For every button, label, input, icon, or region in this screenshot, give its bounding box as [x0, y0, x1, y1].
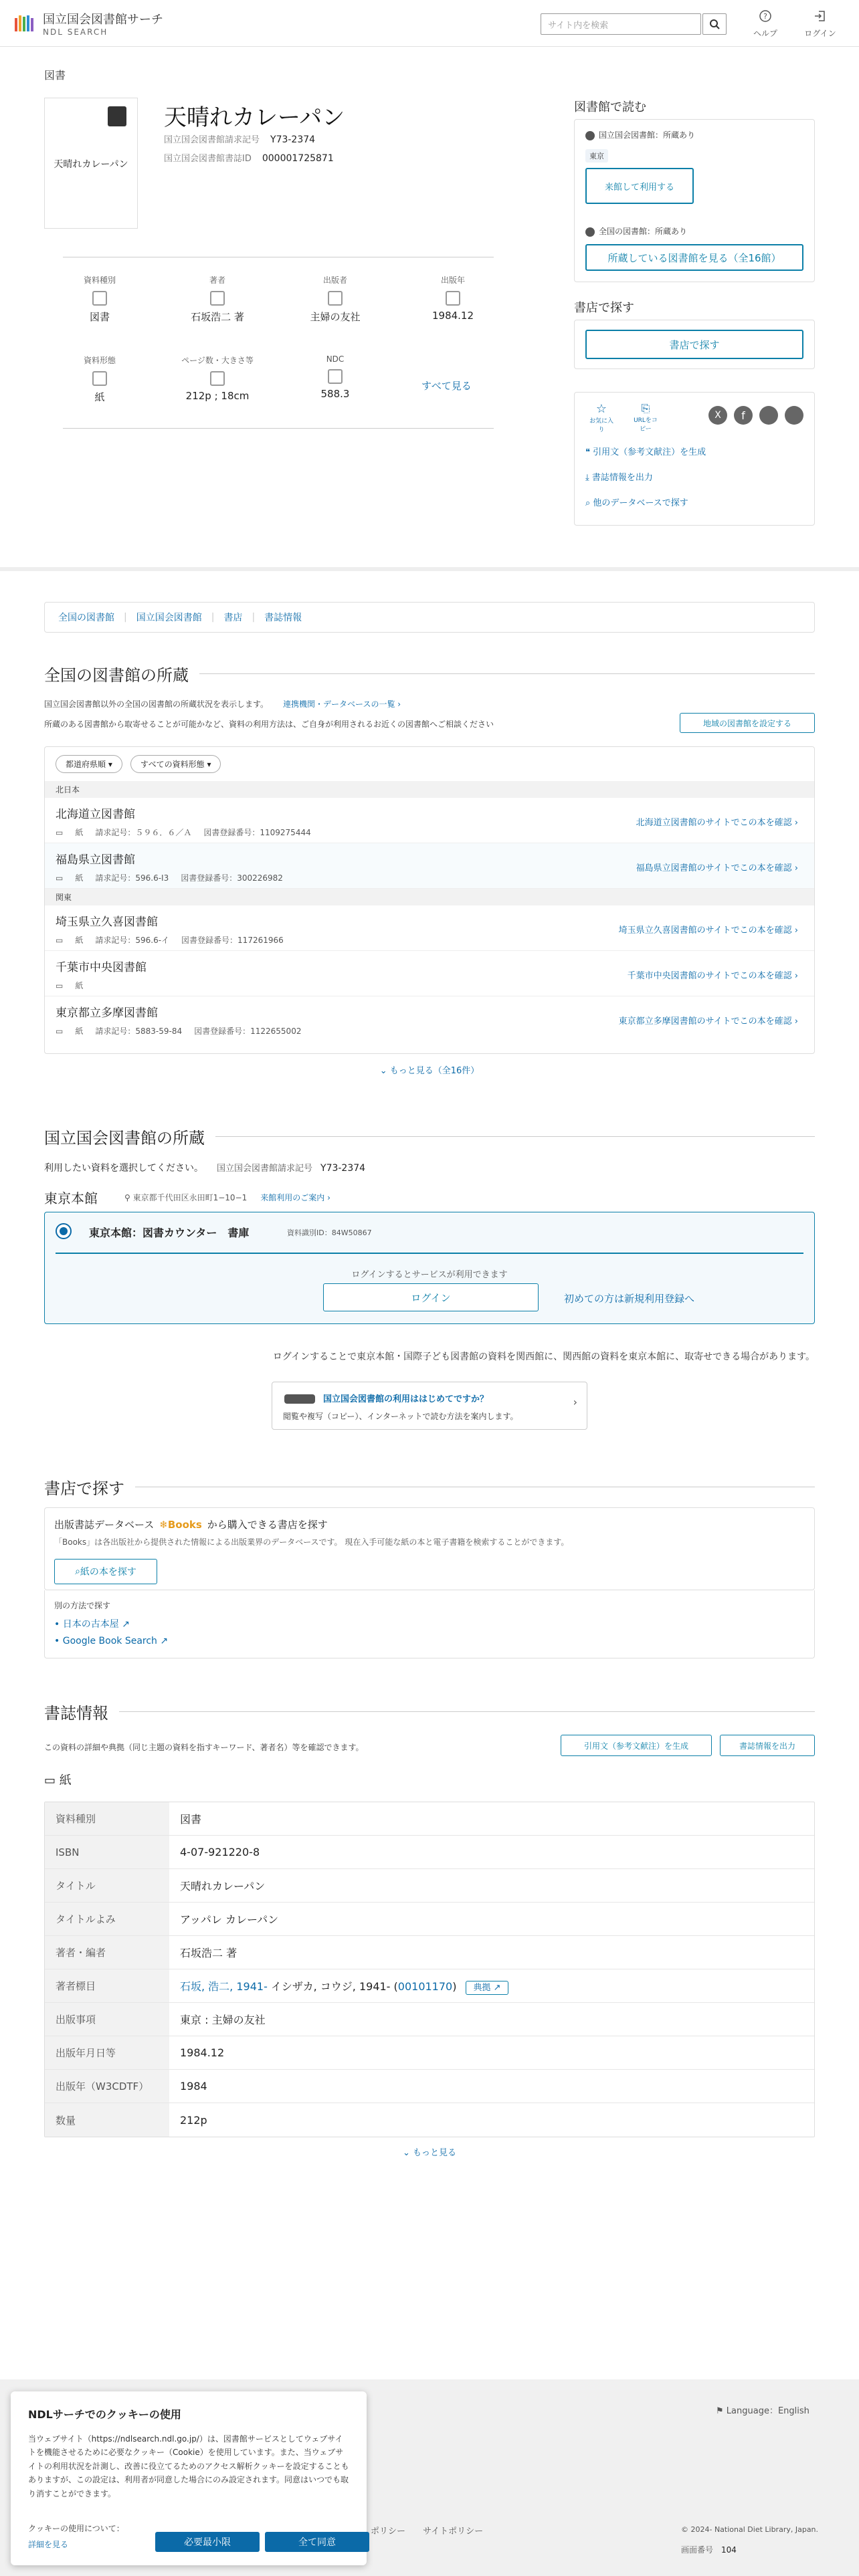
library-form: 紙: [75, 1027, 84, 1036]
library-item: [45, 905, 814, 951]
bookstore-box: [44, 1507, 815, 1590]
line-share-icon[interactable]: [759, 406, 778, 425]
ndl-item-card: [44, 1212, 815, 1324]
row-value: [169, 1978, 508, 1994]
find-bookstore-heading: 書店で探す: [574, 301, 634, 315]
row-value: 4-07-921220-8: [180, 1846, 260, 1858]
table-row: [45, 2103, 814, 2137]
svg-text:?: ?: [763, 12, 767, 21]
library-call: 請求記号：596.6-I3: [95, 873, 169, 883]
item-radio[interactable]: [56, 1223, 72, 1239]
library-reg: 図書登録番号：1109275444: [203, 828, 311, 837]
bib-export-button[interactable]: [720, 1735, 815, 1756]
favorite-label: お気に入り: [589, 418, 613, 433]
bib-cite-label: 引用文（参考文献注）を生成: [583, 1741, 688, 1751]
author-id-close: ): [452, 1980, 457, 1993]
partner-list-link[interactable]: 連携機関・データベースの一覧: [283, 700, 395, 709]
cookie-accept-all-label: 全て同意: [298, 2537, 336, 2548]
library-link[interactable]: 東京都立多摩図書館のサイトでこの本を確認 ›: [618, 1016, 798, 1027]
table-row: [45, 1969, 814, 2003]
attr-year: [396, 274, 510, 322]
set-region-label: 地域の図書館を設定する: [702, 718, 791, 728]
attr-author: [161, 274, 274, 324]
branch-name: 東京本館: [44, 1190, 98, 1206]
item-id: 資料識別ID：84W50867: [287, 1228, 372, 1237]
library-link-label: 東京都立多摩図書館のサイトでこの本を確認: [618, 1016, 792, 1027]
attr-value: 石坂浩二 著: [191, 311, 244, 323]
library-name: 北海道立図書館: [56, 808, 135, 821]
paper-icon: ▭: [56, 1026, 64, 1036]
more-libraries-link[interactable]: [0, 1063, 859, 1076]
tab-ndl[interactable]: 国立国会図書館: [136, 613, 202, 623]
favorite-button[interactable]: [588, 402, 615, 433]
row-value: 図書: [180, 1813, 202, 1826]
library-name: 福島県立図書館: [56, 853, 135, 867]
language-label: Language：English: [726, 2406, 809, 2416]
ndl-holdings-title: 国立国会図書館の所蔵: [44, 1129, 205, 1148]
group-header: 関東: [45, 889, 814, 905]
paper-icon: [92, 371, 107, 386]
row-key: 出版年（W3CDTF）: [45, 2070, 169, 2103]
attr-label: 出版年: [440, 276, 465, 285]
login-note: ログインするとサービスが利用できます: [351, 1270, 508, 1280]
mail-share-icon[interactable]: [785, 406, 803, 425]
quote-icon: ❝: [585, 447, 593, 457]
other-methods-box: [44, 1590, 815, 1658]
logo-subtitle: NDL SEARCH: [43, 27, 108, 37]
cookie-dialog: [11, 2391, 367, 2565]
cookie-minimum-label: 必要最小限: [184, 2537, 231, 2548]
table-row: [45, 1936, 814, 1969]
chevron-down-icon: ⌄: [402, 2148, 413, 2158]
paper-icon: ▭: [56, 827, 64, 837]
google-books-label: Google Book Search: [62, 1636, 157, 1646]
kosho-link[interactable]: • 日本の古本屋 ↗: [54, 1619, 130, 1630]
row-key: 資料種別: [45, 1802, 169, 1835]
table-row: [45, 2070, 814, 2103]
copy-url-label: URLをコピー: [634, 417, 658, 433]
copy-url-button[interactable]: [631, 402, 660, 433]
other-db-label: 他のデータベースで探す: [593, 498, 688, 508]
library-link-label: 埼玉県立久喜図書館のサイトでこの本を確認: [618, 926, 792, 936]
library-link[interactable]: 福島県立図書館のサイトでこの本を確認 ›: [636, 863, 798, 873]
tab-bib-info[interactable]: 書誌情報: [264, 613, 302, 623]
attr-type: [43, 274, 157, 324]
footer-policy-link[interactable]: ポリシー: [371, 2527, 406, 2537]
cookie-accept-all-button[interactable]: [265, 2532, 369, 2552]
bib-id: [164, 151, 334, 164]
row-key: 出版年月日等: [45, 2036, 169, 2069]
library-link[interactable]: 埼玉県立久喜図書館のサイトでこの本を確認 ›: [618, 926, 798, 936]
library-form: 紙: [75, 873, 84, 883]
copy-icon: ⎘: [641, 402, 650, 415]
x-share-icon[interactable]: X: [708, 406, 727, 425]
external-link-icon: ↗: [122, 1619, 130, 1630]
authority-label: 典拠: [473, 1983, 491, 1993]
table-row: [45, 2003, 814, 2036]
calendar-icon: [446, 291, 460, 306]
first-time-title: 国立国会図書館の利用ははじめてですか？: [323, 1394, 489, 1404]
search-button[interactable]: [702, 13, 727, 35]
attr-value: 588.3: [320, 388, 350, 400]
chevron-down-icon: ⌄: [379, 1066, 390, 1076]
other-db-link[interactable]: [585, 496, 688, 508]
library-link-label: 北海道立図書館のサイトでこの本を確認: [636, 818, 792, 828]
library-name: 東京都立多摩図書館: [56, 1006, 158, 1020]
site-header: [0, 0, 859, 47]
branch-address: ⚲ 東京都千代田区永田町1−10−1 来館利用のご案内 ›: [124, 1193, 330, 1202]
bookstore-heading: [44, 1475, 815, 1499]
person-icon: [210, 291, 225, 306]
prefecture-filter[interactable]: 都道府県順 ▾: [56, 755, 122, 773]
search-placeholder: サイト内を検索: [548, 20, 609, 31]
row-value: アッパレ カレーパン: [180, 1913, 279, 1926]
attr-publisher: [278, 274, 392, 324]
library-reg: 図書登録番号：300226982: [181, 873, 283, 883]
visit-button-label: 来館して利用する: [604, 182, 674, 193]
attr-pages: [161, 354, 274, 402]
bib-id-label: 国立国会図書館書誌ID: [164, 154, 252, 164]
library-holdings-panel: [574, 119, 815, 282]
bib-heading: [44, 1700, 815, 1723]
call-number-label: 国立国会図書館請求記号: [164, 135, 260, 145]
all-libraries-heading: [44, 662, 815, 685]
bib-more-link[interactable]: [0, 2145, 859, 2158]
libraries-note2: 所蔵のある図書館から取寄せることが可能かなど、資料の利用方法は、ご自身が利用されるお近くの図書館へご相談ください: [44, 720, 494, 729]
first-time-subtitle: 閲覧や複写（コピー）、インターネットで読む方法を案内します。: [283, 1412, 518, 1421]
facebook-share-icon[interactable]: f: [734, 406, 753, 425]
ndl-holding-text: 国立国会図書館：所蔵あり: [599, 130, 696, 140]
attr-value: 紙: [94, 391, 105, 403]
search-icon: [709, 19, 720, 29]
row-value: 1984.12: [180, 2046, 225, 2059]
row-value: 石坂浩二 著: [180, 1947, 237, 1959]
attr-value: 主婦の友社: [310, 311, 361, 323]
screen-number-label: 画面番号: [681, 2545, 714, 2555]
attr-value: 212p ; 18cm: [185, 390, 250, 402]
paper-icon: ▭: [56, 873, 64, 883]
library-icon: [585, 227, 595, 237]
ndl-call-value: Y73-2374: [320, 1163, 366, 1174]
title-link[interactable]: 天晴れカレーパン: [180, 1880, 266, 1893]
site-policy-link[interactable]: サイトポリシー: [423, 2527, 484, 2537]
bib-form-label: 紙: [59, 1774, 72, 1788]
paper-book-button[interactable]: [54, 1559, 157, 1584]
library-call: 請求記号：5883-59-84: [95, 1027, 183, 1036]
form-filter[interactable]: すべての資料形態 ▾: [130, 755, 221, 773]
attr-label: 著者: [209, 276, 225, 285]
attr-label: 資料種別: [83, 276, 116, 285]
table-row: [45, 1836, 814, 1869]
star-icon: ☆: [595, 402, 607, 416]
library-call: 請求記号：５９６．６／Ａ: [95, 828, 192, 837]
book-icon: [108, 106, 126, 126]
library-item: [45, 798, 814, 843]
row-key: 出版事項: [45, 2003, 169, 2036]
row-key: 著者・編者: [45, 1936, 169, 1969]
cookie-about: クッキーの使用について：: [28, 2524, 124, 2533]
author-reading: イシザカ, コウジ, 1941- (: [267, 1980, 398, 1993]
library-name: 千葉市中央図書館: [56, 961, 147, 974]
attr-label: 資料形態: [83, 356, 116, 365]
logo-icon: [12, 11, 36, 35]
section-tabs: 全国の図書館 | 国立国会図書館 | 書店 | 書誌情報: [44, 602, 815, 633]
search-icon: ⌕: [75, 1566, 80, 1577]
all-libraries-title: 全国の図書館の所蔵: [44, 666, 189, 685]
row-key: 数量: [45, 2103, 169, 2137]
export-bib-link[interactable]: [585, 470, 653, 483]
kosho-label: 日本の古本屋: [62, 1619, 119, 1630]
row-key: タイトルよみ: [45, 1903, 169, 1935]
screen-number-value: 104: [721, 2545, 737, 2555]
bookstore-panel: [574, 320, 815, 369]
ndl-call-label: 国立国会図書館請求記号: [217, 1164, 313, 1174]
library-call: 請求記号：596.6-イ: [95, 936, 170, 945]
generate-citation-link[interactable]: [585, 445, 706, 457]
ruler-icon: [210, 371, 225, 386]
library-item: [45, 843, 814, 889]
download-icon: ⤓: [585, 473, 592, 483]
other-methods-title: 別の方法で探す: [54, 1601, 111, 1610]
bib-more-label: もっと見る: [413, 2148, 457, 2158]
document-type: 図書: [44, 69, 66, 82]
book-cover: [44, 98, 138, 229]
see-all-link[interactable]: すべて見る: [421, 380, 472, 392]
help-button[interactable]: [745, 9, 785, 39]
bib-table: [44, 1802, 815, 2137]
author-id-link[interactable]: 00101170: [397, 1980, 453, 1993]
paper-icon: ▭: [44, 1774, 60, 1788]
more-libraries-label: もっと見る（全16件）: [389, 1066, 480, 1076]
library-reg: 図書登録番号：117261966: [181, 936, 284, 945]
bib-form: [44, 1771, 72, 1788]
login-label: ログイン: [804, 29, 836, 38]
paper-icon: ▭: [56, 935, 64, 945]
all-libraries-label: 所蔵している図書館を見る（全16館）: [607, 251, 781, 264]
building-icon: [328, 291, 343, 306]
language-icon: ⚑: [716, 2406, 727, 2416]
site-logo[interactable]: [12, 10, 163, 37]
library-name: 埼玉県立久喜図書館: [56, 916, 158, 929]
attr-value: 1984.12: [432, 310, 474, 322]
bib-note: この資料の詳細や典拠（同じ主題の資料を指すキーワード、著者名）等を確認できます。: [44, 1743, 364, 1752]
tokyo-chip: 東京: [585, 149, 608, 163]
library-item: [45, 951, 814, 996]
help-icon: [759, 9, 772, 23]
group-header: 北日本: [45, 781, 814, 798]
logo-title: 国立国会図書館サーチ: [43, 12, 163, 27]
all-libraries-button[interactable]: [585, 244, 803, 271]
find-bookstore-label: 書店で探す: [669, 338, 720, 351]
prefecture-filter-label: 都道府県順: [66, 760, 106, 769]
ndl-holdings-heading: [44, 1125, 815, 1148]
search-icon: ⌕: [585, 498, 593, 508]
author-heading-link[interactable]: 石坂, 浩二, 1941-: [180, 1980, 268, 1993]
library-link[interactable]: 千葉市中央図書館のサイトでこの本を確認 ›: [627, 971, 798, 981]
branch-address-text: 東京都千代田区永田町1−10−1: [132, 1193, 248, 1202]
attr-form: [43, 354, 157, 404]
read-at-library-heading: 図書館で読む: [574, 100, 646, 114]
authority-button[interactable]: 典拠 ↗: [466, 1981, 508, 1995]
register-link[interactable]: 初めての方は新規利用登録へ: [564, 1293, 695, 1305]
login-icon: [814, 9, 827, 23]
tab-all-libraries[interactable]: 全国の図書館: [58, 613, 114, 623]
find-bookstore-button[interactable]: [585, 330, 803, 359]
libraries-note: 国立国会図書館以外の全国の図書館の所蔵状況を表示します。 連携機関・データベースの一覧 ›: [44, 700, 401, 709]
screen-number: [681, 2544, 737, 2555]
row-value: 1984: [180, 2080, 207, 2092]
row-value: 212p: [180, 2113, 207, 2127]
library-link-label: 千葉市中央図書館のサイトでこの本を確認: [627, 971, 792, 981]
row-key: 著者標目: [45, 1969, 169, 2002]
cover-title: 天晴れカレーパン: [54, 159, 128, 170]
section-divider: [0, 567, 859, 571]
book-type-icon: [92, 291, 107, 306]
search-input[interactable]: [541, 13, 701, 35]
paper-icon: ▭: [56, 980, 64, 990]
bookstore-title: 書店で探す: [44, 1479, 124, 1498]
visit-button[interactable]: [585, 168, 694, 204]
library-item: [45, 996, 814, 1042]
paper-book-label: 紙の本を探す: [80, 1567, 136, 1578]
attr-ndc: [278, 354, 392, 400]
attr-value: 図書: [89, 311, 110, 323]
ndl-login-button[interactable]: [323, 1283, 539, 1311]
cookie-body: 当ウェブサイト（https://ndlsearch.ndl.go.jp/）は、図書館サービスとしてウェブサイトを機能させるために必要なクッキー（Cookie）を使用しています。また、当ウェブサイトの利用状況を計測し、改善に役立てるためのアクセス解析クッキーを設定することもありますが、この設定は、利用者が同意した場合にのみ設定されます。同意はいつでも取り消すことができます。: [28, 2434, 349, 2498]
set-region-button[interactable]: [680, 713, 815, 733]
select-note: [44, 1161, 365, 1174]
help-label: ヘルプ: [753, 29, 777, 38]
form-filter-label: すべての資料形態: [140, 760, 205, 769]
library-link[interactable]: 北海道立図書館のサイトでこの本を確認 ›: [636, 818, 798, 828]
table-row: [45, 1869, 814, 1903]
login-button[interactable]: [800, 9, 840, 39]
libraries-note-text: 国立国会図書館以外の全国の図書館の所蔵状況を表示します。: [44, 700, 269, 709]
books-logo-text: Books: [167, 1519, 202, 1531]
attr-label: NDC: [326, 354, 345, 364]
cookie-detail-link[interactable]: 詳細を見る: [28, 2540, 69, 2549]
bib-title: 書誌情報: [44, 1704, 108, 1723]
bib-cite-button[interactable]: [561, 1735, 712, 1756]
books-logo: ❄Books: [159, 1519, 202, 1531]
external-link-icon: ↗: [160, 1636, 169, 1646]
ndl-holding: [585, 129, 695, 140]
visit-guide-link[interactable]: 来館利用のご案内: [260, 1193, 325, 1202]
generate-citation-label: 引用文（参考文献注）を生成: [593, 447, 706, 457]
library-form: 紙: [75, 828, 84, 837]
car-icon: [284, 1394, 315, 1404]
table-row: [45, 1802, 814, 1836]
export-bib-label: 書誌情報を出力: [591, 473, 653, 483]
library-icon: [585, 131, 595, 140]
bookstore-head-text: 出版書誌データベース: [54, 1519, 155, 1531]
transfer-note: ログインすることで東京本館・国際子ども図書館の資料を関西館に、関西館の資料を東京本館に、取寄せできる場合があります。: [272, 1352, 815, 1362]
bookstore-head: [54, 1517, 328, 1531]
library-filters: [45, 747, 814, 781]
ndl-login-label: ログイン: [411, 1291, 451, 1304]
library-form: 紙: [75, 936, 84, 945]
attr-label: 出版者: [322, 276, 347, 285]
counter-name: 東京本館：図書カウンター 書庫: [89, 1226, 250, 1239]
bib-id-value: 000001725871: [262, 153, 334, 164]
publisher-link[interactable]: 東京 : 主婦の友社: [180, 2014, 266, 2026]
actions-panel: [574, 392, 815, 526]
all-holding-text: 全国の図書館：所蔵あり: [599, 227, 688, 236]
all-holding: [585, 225, 687, 237]
call-number-value: Y73-2374: [270, 134, 316, 145]
library-list: [44, 746, 815, 1054]
tab-bookstore[interactable]: 書店: [223, 613, 243, 623]
cookie-title: NDLサーチでのクッキーの使用: [28, 2408, 181, 2421]
table-row: [45, 1903, 814, 1936]
bib-export-label: 書誌情報を出力: [739, 1741, 795, 1751]
language-switch[interactable]: [716, 2403, 809, 2416]
library-link-label: 福島県立図書館のサイトでこの本を確認: [636, 863, 792, 873]
copyright: © 2024- National Diet Library, Japan.: [681, 2525, 819, 2534]
attr-label: ページ数・大きさ等: [181, 356, 254, 365]
library-reg: 図書登録番号：1122655002: [194, 1027, 302, 1036]
first-time-banner[interactable]: [272, 1382, 587, 1430]
page-title: 天晴れカレーパン: [164, 104, 345, 131]
row-key: ISBN: [45, 1836, 169, 1868]
row-key: タイトル: [45, 1869, 169, 1902]
table-row: [45, 2036, 814, 2070]
library-form: 紙: [75, 981, 84, 990]
call-number: [164, 132, 315, 145]
google-books-link[interactable]: • Google Book Search ↗: [54, 1636, 169, 1646]
chevron-right-icon: ›: [573, 1396, 577, 1408]
bookstore-note: 「Books」は各出版社から提供された情報による出版業界のデータベースです。 現在入手可能な紙の本と電子書籍を検索することができます。: [54, 1537, 569, 1547]
cookie-minimum-button[interactable]: [155, 2532, 260, 2552]
list-icon: [328, 369, 343, 384]
select-note-text: 利用したい資料を選択してください。: [44, 1163, 203, 1174]
location-pin-icon: ⚲: [124, 1193, 133, 1202]
bookstore-head2: から購入できる書店を探す: [207, 1519, 328, 1531]
